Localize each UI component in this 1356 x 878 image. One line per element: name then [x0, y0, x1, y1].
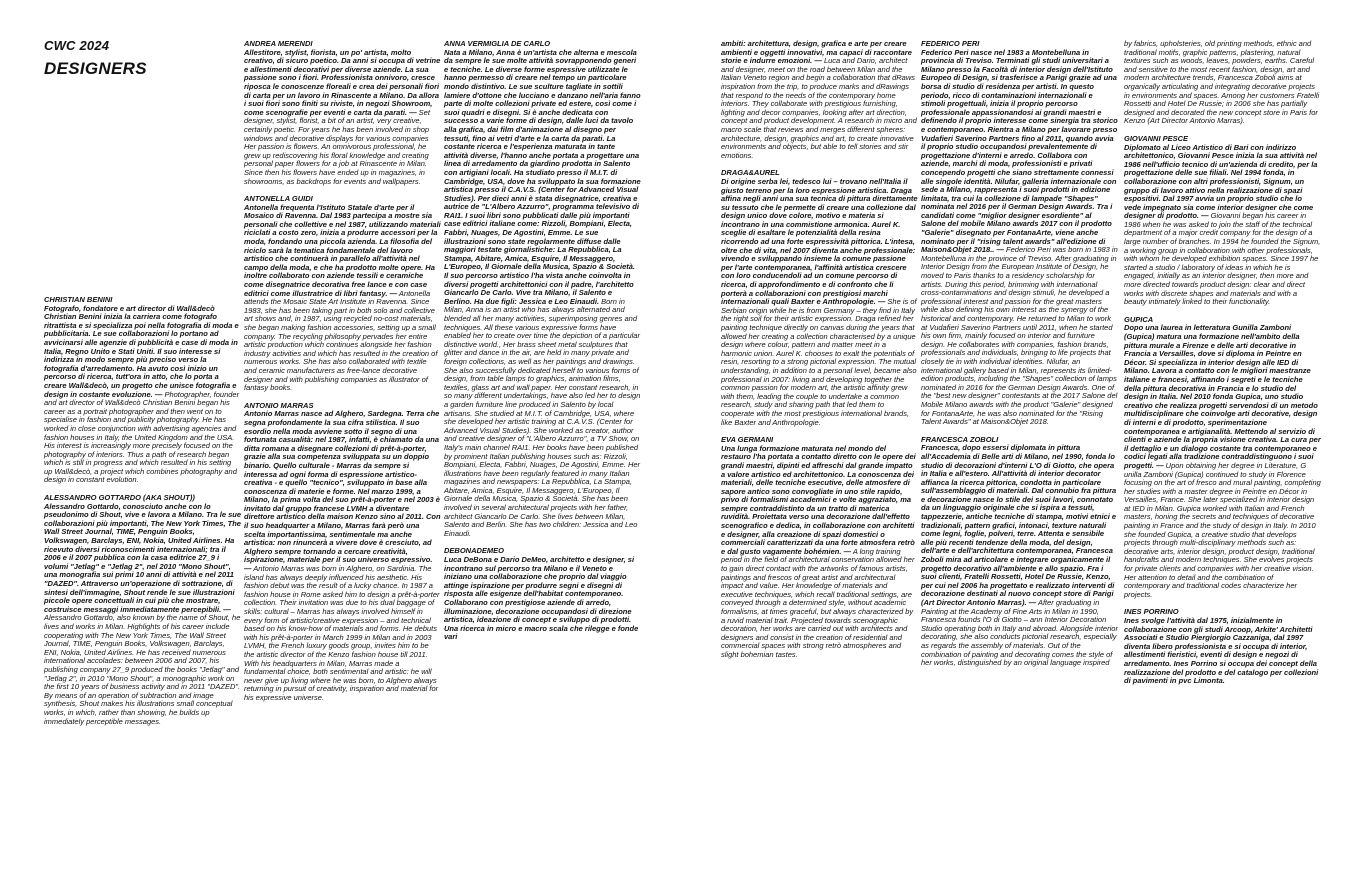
- bio-italian: Ines svolge l'attività dal 1975, inizialmente in collaborazione con gli studi Arcoop, Arkite' Architetti Associati e Studio Piergiorgio Cazzaniga, dal 1997 diventa libero professionista e si occupa di interior, allestimenti fieristici, eventi di design e negozi di arredamento. Ines Porrino si occupa dei concept della realizzazione del prodotto e del catalogo per collezioni di pavimenti in pvc Limonta.: [1124, 616, 1319, 686]
- designer-entry: [721, 40, 918, 160]
- bio-english: Photographer, founder and art director of Wall&decò Christian Benini began his career as a portrait photographer and then went on to specialise in fashion and publicity photography. He has worked in close conjunction with advertising agencies and fashion houses in Italy, the United Kingdom and the USA. His interest is increasingly more precisely focused on the photography of interiors. Thus a path of research began which is still in progress and which resulted in his setting up Wall&decò, a project which combines photography and design in constant evolution.: [44, 389, 240, 485]
- designer-bio: [1124, 144, 1321, 307]
- designer-name: ANDREA MERENDI: [244, 39, 313, 48]
- bio-english: She is of Serbian origin while he is from Germany – they find in Italy the right soil for their artistic expression. Draga refined her painting technique directly on canvas during the years that allowed her creating a collection characterised by a unique design where colour, pattern and matter meet in a harmonic union. Aurel K. chooses to exalt the potentials of resin, resorting to a strong pictorial expression. The mutual understanding, in addition to a personal level, became also professional in 2007: living and developing together the common passion for modern art, the artistic affinity grew with them, leading the couple to undertake a common research, study and sharing path that led them to cooperate with the most prestigious international brands, like Baxter and Anthropologie.: [721, 297, 917, 427]
- designer-bio: [244, 410, 441, 702]
- designer-bio: [721, 40, 918, 160]
- designer-entry: [244, 40, 441, 186]
- bio-english: Born in Milan, Anna is an artist who has always alternated and blended all her many activities, superimposing genres and techniques. All these various expressive forms have enabled her to create over time the depiction of a particular distinctive world., Her brass sheet metal sculptures that glitter and dance in the air, are held in many private and foreign collections, as well as her paintings and drawings. She also successfully dedicated herself to various forms of design, from table lamps to graphics, animation films, textiles, glass art and wall paper. Her constant research, in so many different undertakings, have also led her to design a garden furniture line produced in Salento by local artisans. She studied at M.I.T. of Cambridge, USA, where she developed her artistic training at C.A.V.S. (Center for Advanced Visual Studies). She worked as creator, author and creative designer of "L'Albero Azzurro", a TV Show, on Italy's main channel RAI1. Her books have been published by prominent Italian publishing houses such as: Rizzoli, Bompiani, Electa, Fabbri, Nuages, De Agostini, Emme. Her illustrations have been regularly featured in many Italian magazines and newspapers: La Repubblica, La Stampa, Abitare, Amica, Esquire, Il Messaggero, L'Europeo, Il Giornale della Musica, Spazio & Società. She has been involved in several architectural projects with her father, architect Giancarlo De Carlo. She lives between Milan, Salento and Berlin. She has two children: Jessica and Leo Einaudi.: [444, 296, 641, 538]
- bio-italian: ambiti: architettura, design, grafica e arte per creare ambienti e oggetti innovativi, ma capaci di raccontare storie e indurre emozioni. —: [721, 39, 912, 66]
- designer-name: FEDERICO PERI: [921, 39, 980, 48]
- bio-english: by fabrics, upholsteries, old printing methods, ethnic and traditional motifs, graphic patterns, plastering, natural textures such as woods, leaves, powders, earths. Careful and sensitive to the most recent fashion, design, art and modern architecture trends, Francesca Zoboli aims at organically articulating and integrating decorative projects in environments and spaces. Among her customers Fratelli Rossetti and Hotel De Russie; in 2006 she has partially designed and decorated the new concept store in Paris for Kenzo (Art Director Antonio Marras).: [1124, 39, 1320, 126]
- designer-entry: [721, 436, 918, 659]
- designer-name: DEBONADEMEO: [444, 546, 505, 556]
- designer-entry: [444, 547, 641, 642]
- bio-english: Luca and Dario, architect and designer, meet on the road between Milan and the Italian Veneto region and begin a collaboration that dRaws inspiration from the trip, to produce marks and dRawings that respond to the needs of the contemporary home interiors. They collaborate with prestigious furnishing, lighting and decor companies, looking after art direction, concept and product development. A research in micro and macro scale that reviews and merges different spheres: architecture, design, graphics and art, to create innovative environments and objects, but able to tell stories and stir emotions.: [721, 56, 917, 160]
- bio-italian: Alessandro Gottardo, conosciuto anche con lo pseudonimo di Shout, vive e lavora a Milano. Tra le sue collaborazioni più importanti, The New York Times, The Wall Street Journal, TIME, Penguin Books, Volkswagen, Barclays, ENI, Nokia, United Airlines. Ha ricevuto diversi riconoscimenti internazionali; tra il 2006 e il 2007 pubblica con la casa editrice 27_9 i volumi "Jetlag" e "Jetlag 2", nel 2010 "Mono Shout", una monografia sui primi 10 anni di attività e nel 2011 "DAZED". Attraverso un'operazione di sottrazione, di sintesi dell'immagine, Shout rende le sue illustrazioni piccole opere concettuali in cui più che mostrare, costruisce messaggi immediatamente percepibili. —: [44, 501, 241, 614]
- designer-entry: [1124, 40, 1321, 126]
- designer-entry: [1124, 316, 1321, 600]
- column-4: [721, 40, 918, 669]
- designer-name: GUPICA: [1124, 314, 1154, 324]
- column-5: [921, 40, 1118, 677]
- designer-entry: [1124, 135, 1321, 307]
- designer-entry: [921, 436, 1118, 668]
- designer-name: CHRISTIAN BENINI: [44, 295, 113, 304]
- bio-english: A long training period in the field of architectural conservation allowed her to gain direct contact with the artworks of famous artists, paintings and frescos of great artist and architectural impact and value. Her knowledge of materials and executive techniques, which recall traditional settings, are conveyed through a determined style, without academic formalisms, at times graceful, but always characterized by a ruvid material trait. Projected towards scenographic decoration, her works are carried out with architects and designers and consist in the creation of residential and commercial spaces with strong retrò atmospheres and slight bohemian tastes.: [721, 546, 915, 659]
- bio-english: Giovanni began his career in 1986 when he was asked to join the staff of the technical department of a major credit company for the design of a large number of branches. In 1994 he founded the Signum, a working group in collaboration with other professionals, with whom he developed exhibition spaces. Since 1997 he started a studio / laboratory of ideas in which he is engaged, initially as an interior designer, then more and more directed towards product design: clear and direct works with discrete shapes and materials and with a beauty intimately linked to their functionality.: [1124, 211, 1321, 307]
- designer-entry: [921, 40, 1118, 427]
- bio-english: Set designer, stylist, florist, a bit of an artist, very creative, certainly poetic. For years he has been involved in shop windows and decorative displays for various companies Her passion is flowers. An omnivorous professional, he grew up rediscovering his floral knowledge and creating personal paper flowers for a job at Rinascente in Milan. Since then his flowers have ended up in magazines, in showrooms, as backdrops for events and wallpapers.: [244, 107, 430, 186]
- designer-entry: [44, 494, 241, 726]
- bio-english: Antonella attends the Mosaic State Art Institute in Ravenna. Since 1983, she has been taking part in both solo and collective art shows and, in 1987, using recycled no-cost materials, she began making fashion accessories, setting up a small company. The recycling philosophy pervades her entire artistic production which continues alongside her fashion industry activities and which has resulted in the creation of numerous works. She has also collaborated with textile and ceramic manufacturers as free-lance decorative designer and with publishing companies as illustrator of fantasy books.: [244, 288, 438, 393]
- column-6: [1124, 40, 1321, 695]
- bio-italian: Luca DeBona e Dario DeMeo, architetto e designer, si incontrano sul percorso tra Milano e il Veneto e iniziano una collaborazione che proprio dal viaggio attinge ispirazione per produrre segni e disegni di risposta alle esigenze dell'habitat contemporaneo. Collaborano con prestigiose aziende di arredo, illuminazione, decorazione occupandosi di direzione artistica, ideazione di concept e sviluppo di prodotti. Una ricerca in micro e macro scala che rilegge e fonde vari: [444, 555, 639, 642]
- bio-italian: Federico Peri nasce nel 1983 a Montebelluna in provincia di Treviso. Terminati gli studi universitari a Milano presso la Facoltà di interior design dell'Istituto Europeo di Design, si trasferisce a Parigi grazie ad una borsa di studio di residenza per artisti. In questo periodo, ricco di contaminazioni internazionali e stimoli progettuali, inizia il proprio percorso professionale appassionandosi ai grandi maestri e definendo il proprio interesse come sinergia tra storico e contemporaneo. Rientra a Milano per lavorare presso Vudafieri Saverino Partners fino al 2011, quando avvia il proprio studio occupandosi prevalentemente di progettazione d'interni e arredo. Collabora con aziende, marchi di moda, professionisti e privati concependo progetti che siano strettamente connessi alle singole identità. Nilufar, galleria internazionale con sede a Milano, rappresenta i suoi prodotti in edizione limitata, tra cui la collezione di lampade "Shapes" nominata nel 2016 per il German Design Awards. Tra i candidati come "miglior designer esordiente" al Salone del mobile Milano awards 2017 con il prodotto "Galerie" disegnato per FontanaArte, viene anche nominato per il "rising talent awards" all'edizione di Maison&Objet 2018.. —: [921, 47, 1118, 255]
- designer-bio: [1124, 40, 1321, 126]
- designer-name: ANNA VERMIGLIA DE CARLO: [444, 39, 551, 48]
- designer-entry: [1124, 608, 1321, 685]
- designer-entry: [444, 40, 641, 538]
- column-2: [244, 40, 441, 712]
- designer-bio: [721, 445, 918, 660]
- designer-name: EVA GERMANI: [721, 435, 774, 445]
- bio-italian: Allestitore, stylist, fiorista, un po' artista, molto creativo, di sicuro poetico. Da anni si occupa di vetrine e allestimenti decorativi per diverse aziende. La sua passione sono i fiori. Professionista onnivoro, cresce riposca le conoscenze floreali e crea dei personali fiori di carta per un lavoro in Rinascente a Milano. Da allora i suoi fiori sono finiti su riviste, in negozi Showroom, come scenografie per eventi e carta da parati. —: [244, 47, 441, 117]
- bio-english: Alessandro Gottardo, also known by the name of Shout, he lives and works in Milan. Highlights of his career include cooperating with The New York Times, The Wall Street Journal, TIME, Penguin Books, Volkswagen, Barclays, ENI, Nokia, United Airlines. He has received numerous international accolades: between 2006 and 2007, his publishing company 27_9 produced the books "Jetlag" and "Jetlag 2", in 2010 "Mono Shout", a monographic work on the first 10 years of business activity and in 2011 "DAZED". By means of an operation of subtraction and image synthesis, Shout makes his illustrations small conceptual works, in which, rather than showing, he builds up immediately perceptible messages.: [44, 613, 241, 726]
- column-3: [444, 40, 641, 651]
- bio-italian: Dopo una laurea in letteratura Gunilla Zamboni (Gupica) matura una formazione nell'ambito della pittura murale a Firenze e delle arti decorative in Francia a Versailles, dove si diploma in Peintre en Décor. Si specializza in interior design alle IED di Milano. Lavora a contatto con le migliori maestranze italiane e francesi, affinando i segreti e le tecniche della pittura decorativa in Francia e lo studio del design in Italia. Nel 2010 fonda Gupica, uno studio creativo che realizza progetti servendosi di un metodo multidisciplinare che coinvolge arti decorative, design di interni e di prodotto, sperimentazione contemporanea e artigianalità. Mettendo al servizio di clienti e aziende la propria visione creativa. La cura per il dettaglio e un dialogo costante tra contemporaneo e codici legati alla tradizione contraddistinguono i suoi progetti. —: [1124, 323, 1321, 470]
- designer-name: FRANCESCA ZOBOLI: [921, 434, 999, 444]
- bio-english: Federico Peri was born in 1983 in Montebelluna in the province of Treviso. After graduating in Interior Design from the European Institute of Design, he moved to Paris thanks to a residency scholarship for artists. During this period, brimming with international cross-contaminations and design stimuli, he developed a professional interest and passion for the great masters while also defining his own interest as the synergy of the historical and contemporary. He returned to Milan to work at Vudafieri Saverino Partners until 2011, when he started his own firm, mainly focused on interior and furniture design. He collaborates with companies, fashion brands, professionals and individuals, bringing to life projects that closely tie in with individual identities. Nilufar, an international gallery based in Milan, represents its limited-edition products, including the "Shapes" collection of lamps nominated in 2016 for the German Design Awards. One of the "best new designer" contestants at the 2017 Salone del Mobile Milano awards with the product "Galerie" designed for FontanaArte, he was also nominated for the "Rising Talent Awards" at Maison&Objet 2018.: [921, 245, 1118, 427]
- designer-bio: [921, 444, 1118, 667]
- designer-entry: [244, 195, 441, 393]
- column-1: [44, 296, 241, 735]
- title-line-1: CWC 2024: [44, 38, 110, 53]
- bio-english: Upon obtaining her degree in Literature, G unilla Zamboni (Gupica) continued to study in Florence focusing on the art of fresco and mural painting, completing her studies with a master degree in Peintre en Décor in Versailles, France. She later specialized in interior design at IED in Milan. Gupica worked with Italian and French masters, honing the secrets and techniques of decorative painting in France and the study of design in Italy. In 2010 she founded Gupica, a creative studio that develops projects through multi-disciplinary methods such as: decorative arts, interior design, product design, traditional handcrafts and modern techniques. She evolves projects for private clients and companies with her creative vision. Her attention to detail and the combination of contemporary and traditional codes characterize her projects.: [1124, 460, 1321, 599]
- designer-bio: [444, 556, 641, 642]
- designer-bio: [44, 503, 241, 726]
- designer-bio: [921, 49, 1118, 427]
- bio-english: Antonio Marras was born in Alghero, on Sardinia. The island has always deeply influenced his aesthetic. His fashion debut was the result of a lucky chance. In 1987 a fashion house in Rome asked him to design a prêt-à-porter collection. Their invitation was due to his dual baggage of skills: cultural – Marras has always involved himself in every form of artistic/creative expression – and technical based on his know-how of materials and forms. He debuts with his prêt-à-porter in March 1999 in Milan and in 2003 LVMH, the French luxury goods group, invites him to be the artistic director of the Kenzo fashion house till 2011. With his headquarters in Milan, Marras made a fundamental choice, both sentimental and artistic: he will never give up living where he was born, to Alghero always returning in pursuit of creativity, inspiration and material for his expressive universe.: [244, 564, 440, 702]
- designer-bio: [244, 49, 441, 187]
- bio-italian: Diplomato al Liceo Artistico di Bari con indirizzo architettonico, Giovanni Pesce inizia la sua attività nel 1986 nell'ufficio tecnico di un'azienda di credito, per la progettazione delle sue filiali. Nel 1994 fonda, in collaborazione con altri professionisti, Signum, un gruppo di lavoro attivo nella realizzazione di spazi espositivi. Dal 1997 avvia un proprio studio che lo vede impegnato sia come interior designer che come designer di prodotto. —: [1124, 142, 1318, 221]
- bio-italian: Francesca, dopo essersi diplomata in pittura all'Accademia di Belle arti di Milano, nel 1990, fonda lo studio di decorazioni d'interni L'O di Giotto, che opera in Italia e all'estero. All'attività di interior decorator affianca la ricerca pittorica, condotta in particolare sull'assemblaggio di materiali. Dal connubio fra pittura e decorazione nasce lo stile dei suoi lavori, connotato da un linguaggio originale che si ispira a tessuti, tappezzerie, antiche tecniche di stampa, motivi etnici e tradizionali, pattern grafici, intonaci, texture naturali come legni, foglie, polveri, terre. Attenta e sensibile alle più recenti tendenze della moda, del design, dell'arte e dell'architettura contemporanea, Francesca Zoboli mira ad articolare e integrare organicamente il progetto decorativo all'ambiente e allo spazio. Fra i suoi clienti, Fratelli Rossetti, Hotel De Russie, Kenzo, per cui nel 2006 ha progettato e realizzato interventi di decorazione destinati al nuovo concept store di Parigi (Art Director Antonio Marras). —: [921, 443, 1117, 607]
- designer-bio: [444, 49, 641, 539]
- bio-italian: Di origine serba lei, tedesco lui – trovano nell'Italia il giusto terreno per la loro espressione artistica. Draga affina negli anni una sua tecnica di pittura direttamente su tessuto che le permette di creare una collezione dal design unico dove colore, motivo e materia si incontrano in una commistione armonica. Aurel K. sceglie di esaltare le potenzialità della resina ricorrendo ad una forte espressività pittorica. L'intesa, oltre che di vita, nel 2007 diventa anche professionale: vivendo e sviluppando insieme la comune passione per l'arte contemporanea, l'affinità artistica crescere con loro conducendoli ad un comune percorso di ricerca, di approfondimento e di confronto che li porterà a collaborazioni con prestigiosi marchi internazionali quali Baxter e Anthropologie. —: [721, 176, 918, 307]
- designer-bio: [44, 305, 241, 485]
- designer-name: ANTONELLA GUIDI: [244, 194, 313, 204]
- designer-bio: [1124, 324, 1321, 599]
- designer-name: INES PORRINO: [1124, 607, 1179, 617]
- bio-italian: Antonio Marras nasce ad Alghero, Sardegna. Terra che segna profondamente la sua cifra stilistica. Il suo esordio nella moda avviene sotto il segno di una fortunata casualità: nel 1987, infatti, è chiamato da una ditta romana a disegnare collezioni di prêt-à-porter, grazie alla sua competenza sviluppata su un doppio binario. Quello culturale - Marras da sempre si interessa ad ogni forma di espressione artistico-creativa - e quello "tecnico", sviluppato in base alla conoscenza di materie e forme. Nel marzo 1999, a Milano, la prima volta del suo prêt-à-porter e nel 2003 è invitato dal gruppo francese LVMH a diventare direttore artistico della maison Kenzo sino al 2011. Con il suo headquarter a Milano, Marras farà però una scelta importantissima, sentimentale ma anche artistica: non rinuncerà a vivere dove è cresciuto, ad Alghero sempre tornando a cercare creatività, ispirazione, materiale per il suo universo espressivo. —: [244, 409, 441, 574]
- designer-name: ANTONIO MARRAS: [244, 400, 314, 410]
- designer-name: GIOVANNI PESCE: [1124, 133, 1189, 143]
- bio-italian: Nata a Milano, Anna è un'artista che alterna e mescola da sempre le sue molte attività sovrapponendo generi e tecniche. Le diverse forme espressive utilizzate le hanno permesso di creare nel tempo un particolare mondo distintivo. Le sue sculture tagliate in sottili lamiere d'ottone che lucciano e danzano nell'aria fanno parte di molte collezioni private ed estere, così come i suoi quadri e disegni. Si è anche dedicata con successo a varie forme di design, dalle luci da tavolo alla grafica, dai film d'animazione al disegno per tessuti, fino ai vetri d'arte e la carta da parati. La costante ricerca e l'esperienza maturata in tante attività diverse, l'hanno anche portata a progettare una linea di arredamento da giardino prodotta in Salento con artigiani locali. Ha studiato presso il M.I.T. di Cambridge, USA, dove ha sviluppato la sua formazione artistica presso il C.A.V.S. (Center for Advanced Visual Studies). Per dieci anni è stata disegnatrice, creativa e autrice de "L'Albero Azzurro", programma televisivo di RAI1. I suoi libri sono pubblicati dalle più importanti case editrici italiane come: Rizzoli, Bompiani, Electa, Fabbri, Nuages, De Agostini, Emme. Le sue illustrazioni sono state regolarmente diffuse dalle maggiori testate giornalistiche: La Repubblica, La Stampa, Abitare, Amica, Esquire, Il Messaggero, L'Europeo, Il Giornale della Musica, Spazio & Società. Il suo percorso artistico l'ha vista anche coinvolta in diversi progetti architettonici con il padre, l'architetto Giancarlo De Carlo. Vive tra Milano, il Salento e Berlino. Ha due figli: Jessica e Leo Einaudi.: [444, 47, 641, 306]
- page-title: [44, 38, 147, 80]
- bio-italian: Antonella frequenta l'Istituto Statale d'arte per il Mosaico di Ravenna. Dal 1983 partecipa a mostre sia personali che collettive e nel 1987, utilizzando materiali riciclati a costo zero, inizia a produrre accessori per la moda, fondando una piccola azienda. La filosofia del riciclo sarà la tematica fondamentale del lavoro artistico che continuerà in parallelo all'attività nel campo della moda, e che ha prodotto molte opere. Ha inoltre collaborato con aziende tessili e ceramiche come disegnatrice decorativa free lance e con case editrici come illustratrice di libri fantasy. —: [244, 202, 441, 298]
- bio-italian: Fotografo, fondatore e art director di Wall&decò Christian Benini inizia la carriera come fotografo ritrattista e si specializza poi nella fotografia di moda e pubblicitaria. Le sue collaborazioni lo portano ad avvicinarsi alle agenzie di pubblicità e case di moda in Italia, Regno Unito e Stati Uniti. Il suo interesse si indirizza in modo sempre più preciso verso la fotografia d'arredamento. Ha avuto così inizio un percorso di ricerca, tutt'ora in atto, che lo porta a creare Wall&decò, un progetto che unisce fotografia e design in costante evoluzione. —: [44, 303, 239, 399]
- designer-name: ALESSANDRO GOTTARDO (AKA SHOUT)): [44, 493, 195, 503]
- designer-entry: [244, 402, 441, 703]
- designer-bio: [721, 178, 918, 427]
- bio-english: After graduating in Painting at the Academy of Fine Arts in Milan in 1990, Francesca founds l'O di Giotto – ann Interior Decoration Studio operating both in Italy and abroad. Alongside interior decorating, she also conducts pictorial research, especially as regards the assembly of materials. Out of the combination of painting and decorating comes the style of her works, distinguished by an original language inspired: [921, 598, 1118, 668]
- title-line-2: DESIGNERS: [44, 59, 147, 78]
- designer-name: DRAGA&AUREL: [721, 168, 780, 178]
- designer-entry: [44, 296, 241, 485]
- designer-entry: [721, 169, 918, 427]
- designer-bio: [244, 204, 441, 393]
- bio-italian: Una lunga formazione maturata nel mondo del restauro l'ha portata a contatto diretto con le opere dei grandi maestri, dipinti ed affreschi dal grande impatto a valore artistico ed architettonico. La conoscenza dei materiali, delle tecniche esecutive, delle atmosfere di sapore antico sono convogliate in uno stile rapido, privo di formalismi accademici e volte aggraziato, ma sempre contraddistinto da un tratto di materica ruvidità. Proiettata verso una decorazione dall'effetto scenografico e dedica, in collaborazione con architetti e designer, alla creazione di spazi domestici o commerciali caratterizzati da una forte atmosfera retrò e dal gusto vagamente bohémien. —: [721, 443, 916, 556]
- designer-bio: [1124, 617, 1321, 686]
